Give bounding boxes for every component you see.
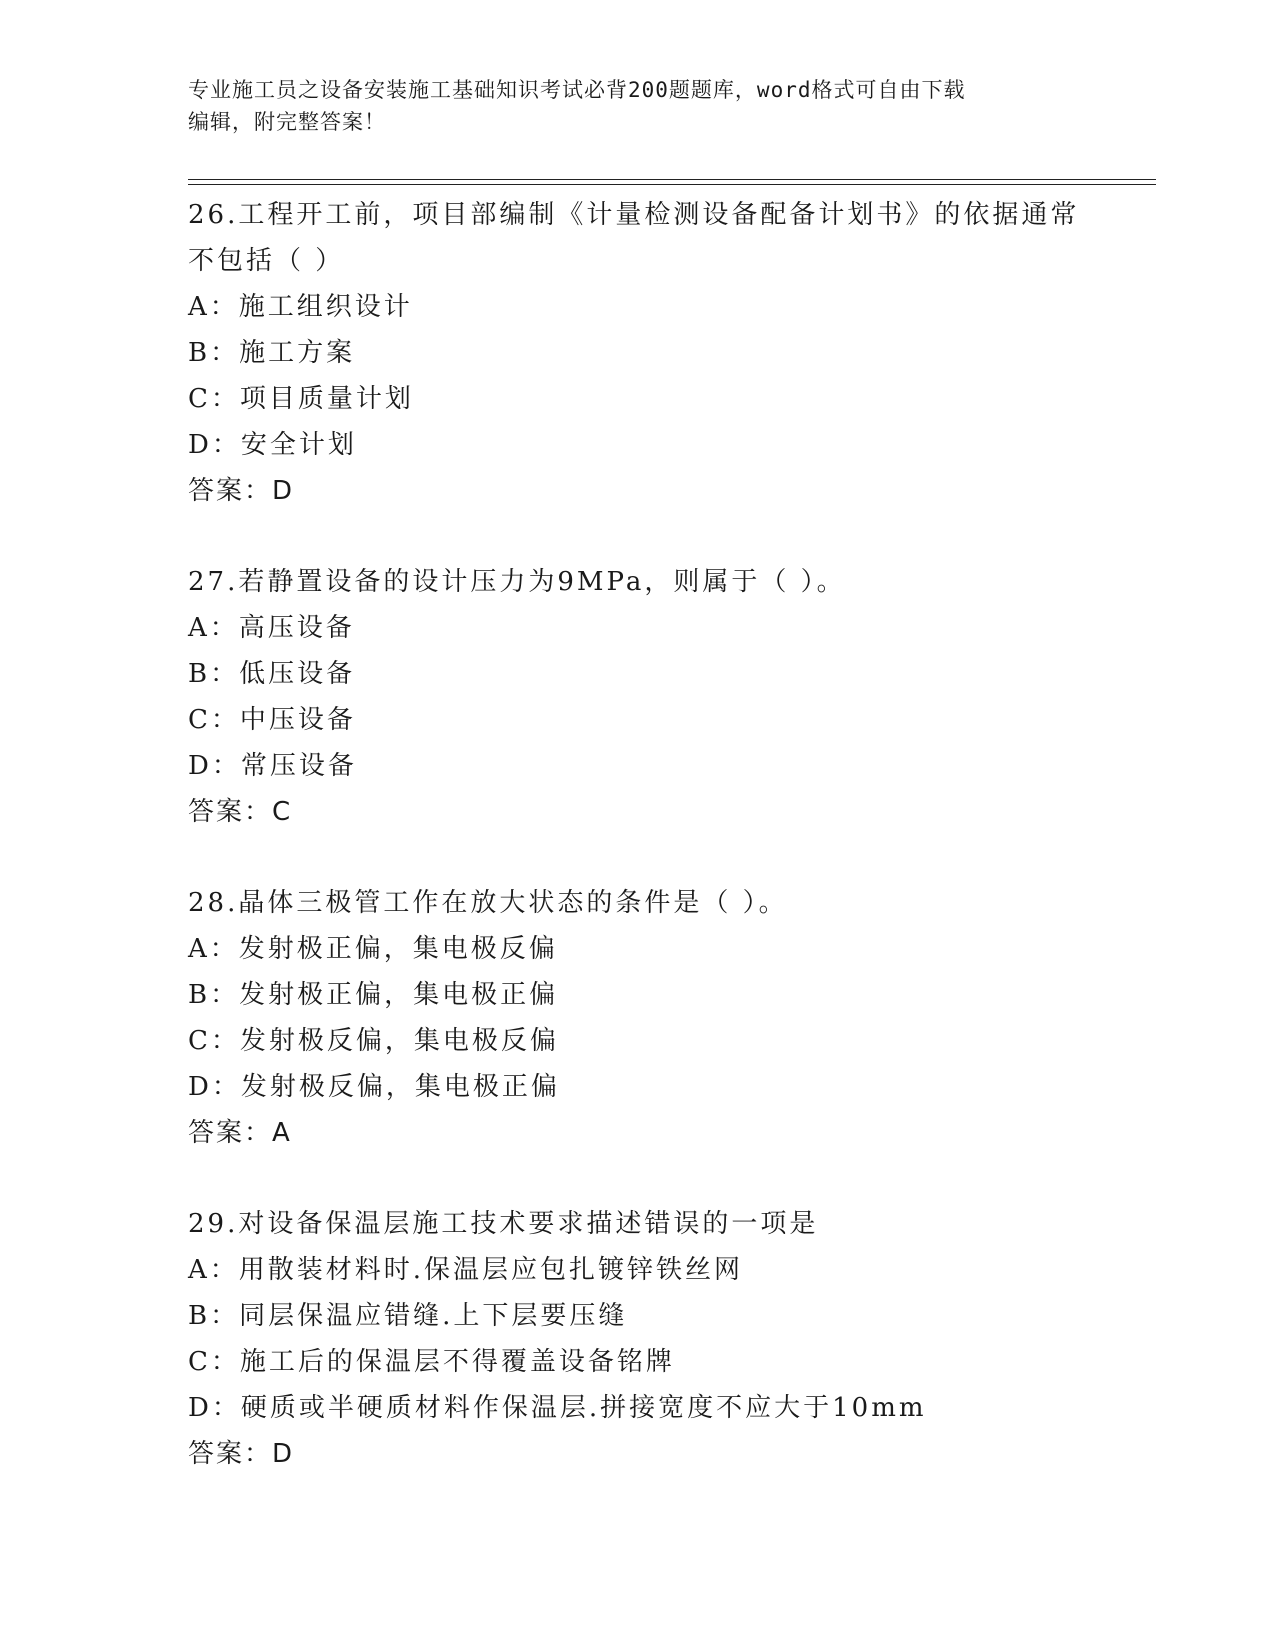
question-stem: 26.工程开工前，项目部编制《计量检测设备配备计划书》的依据通常 (188, 200, 1080, 230)
answer: 答案：D (188, 1439, 295, 1469)
answer: 答案：C (188, 797, 293, 827)
option-b: B：发射极正偏，集电极正偏 (188, 980, 559, 1010)
answer: 答案：A (188, 1118, 292, 1148)
option-a: A：用散装材料时.保温层应包扎镀锌铁丝网 (188, 1255, 744, 1285)
header-line-2: 编辑，附完整答案！ (188, 110, 386, 134)
answer: 答案：D (188, 476, 295, 506)
option-d: D：常压设备 (188, 751, 357, 781)
option-b: B：低压设备 (188, 659, 356, 689)
option-d: D：安全计划 (188, 430, 357, 460)
option-c: C：中压设备 (188, 705, 356, 735)
option-c: C：施工后的保温层不得覆盖设备铭牌 (188, 1347, 675, 1377)
option-a: A：发射极正偏，集电极反偏 (188, 934, 558, 964)
option-b: B：施工方案 (188, 338, 356, 368)
option-c: C：项目质量计划 (188, 384, 414, 414)
header-divider-bottom (188, 184, 1156, 185)
header-divider-top (188, 179, 1156, 180)
question-26 (188, 192, 1088, 514)
header-line-1: 专业施工员之设备安装施工基础知识考试必背200题题库，word格式可自由下载 (188, 78, 966, 102)
question-stem: 28.晶体三极管工作在放大状态的条件是（ ）。 (188, 888, 788, 918)
question-stem: 29.对设备保温层施工技术要求描述错误的一项是 (188, 1209, 819, 1239)
question-27 (188, 559, 1088, 835)
question-28 (188, 880, 1088, 1156)
option-a: A：施工组织设计 (188, 292, 413, 322)
document-header (188, 74, 1088, 138)
question-29 (188, 1201, 1088, 1477)
question-stem: 27.若静置设备的设计压力为9MPa，则属于（ ）。 (188, 567, 846, 597)
option-d: D：发射极反偏，集电极正偏 (188, 1072, 560, 1102)
option-d: D：硬质或半硬质材料作保温层.拼接宽度不应大于10mm (188, 1393, 927, 1423)
option-b: B：同层保温应错缝.上下层要压缝 (188, 1301, 628, 1331)
question-list (188, 192, 1088, 1522)
option-c: C：发射极反偏，集电极反偏 (188, 1026, 559, 1056)
question-stem: 不包括（ ） (188, 246, 345, 276)
option-a: A：高压设备 (188, 613, 355, 643)
